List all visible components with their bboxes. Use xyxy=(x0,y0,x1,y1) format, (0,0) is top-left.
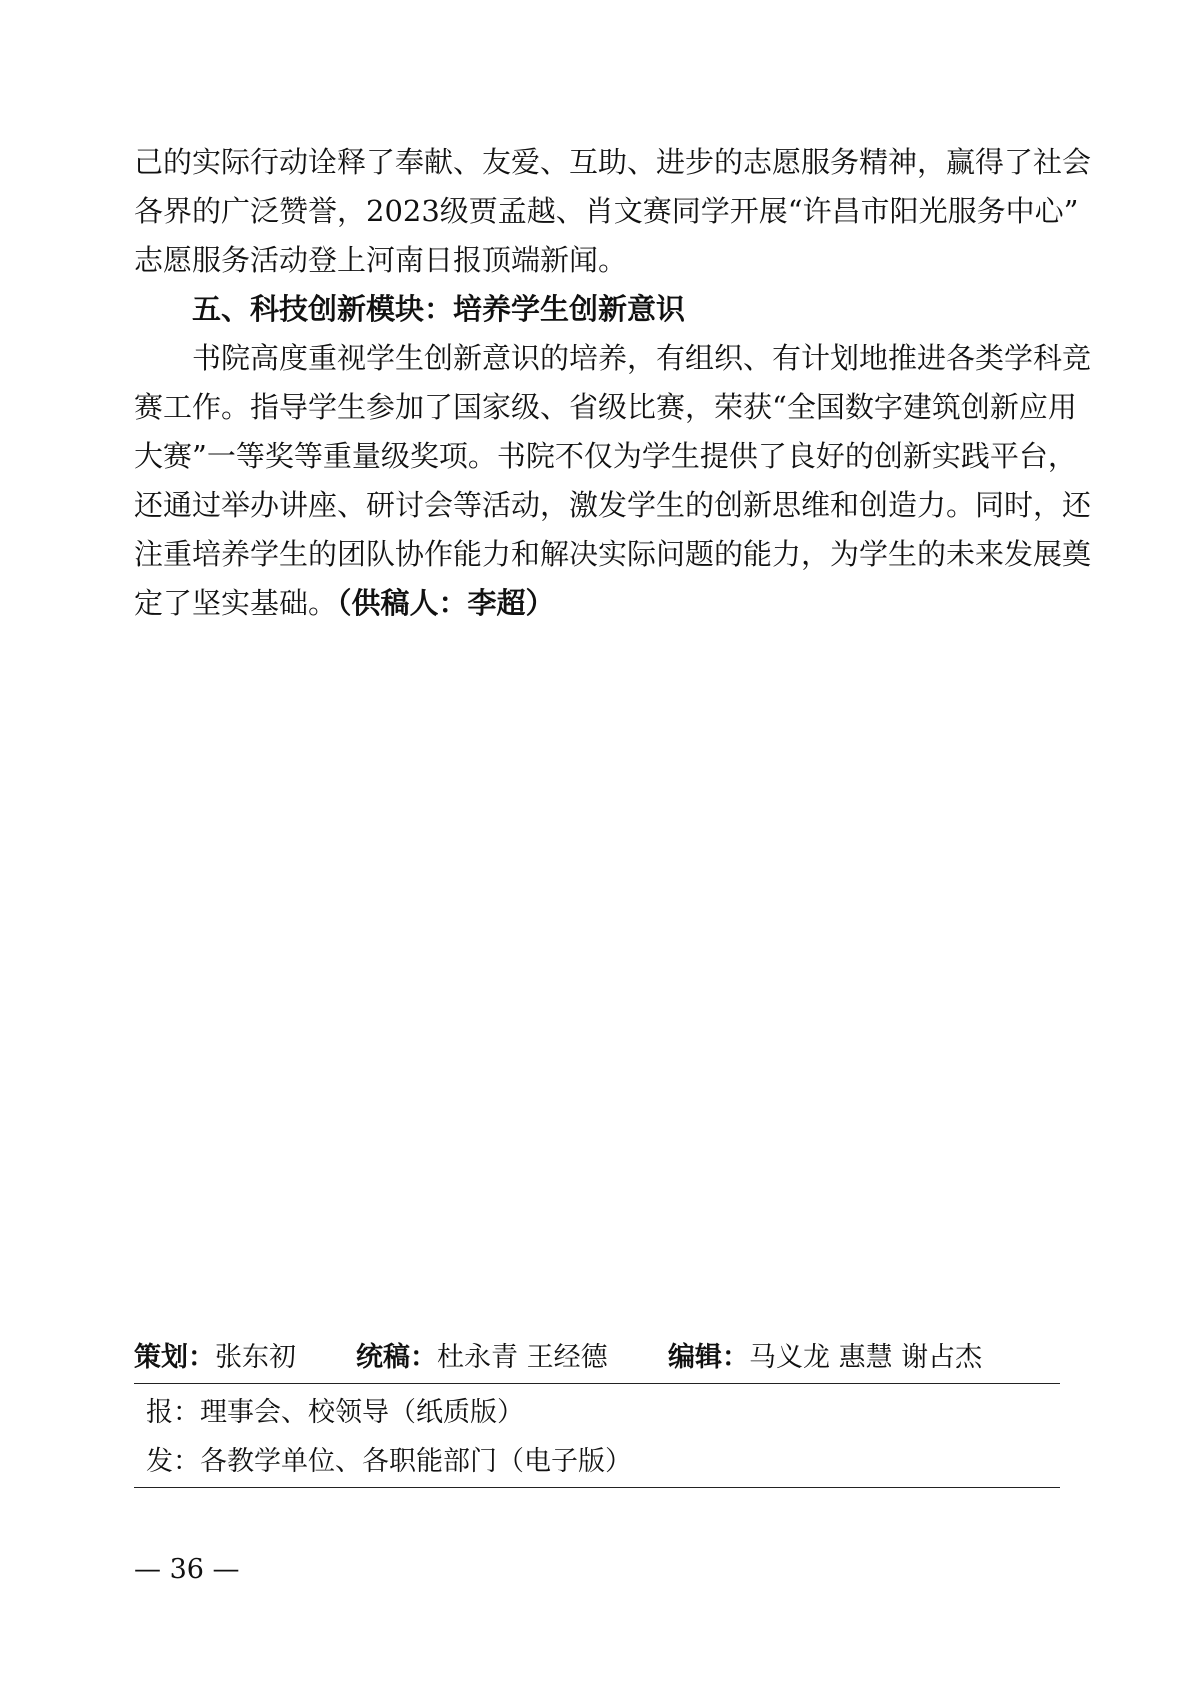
contributor-credit: （供稿人：李超） xyxy=(337,586,555,620)
paragraph-line: 书院高度重视学生创新意识的培养，有组织、有计划地推进各类学科竞 xyxy=(192,341,1092,375)
editorial-credits xyxy=(134,1333,1060,1384)
paragraph-line: 注重培养学生的团队协作能力和解决实际问题的能力，为学生的未来发展奠 xyxy=(134,537,1092,571)
distribution-recipients: 发：各教学单位、各职能部门（电子版） xyxy=(134,1440,1060,1488)
planning-names: 张东初 xyxy=(215,1342,296,1373)
editing-credit xyxy=(668,1333,982,1383)
paragraph-line: 还通过举办讲座、研讨会等活动，激发学生的创新思维和创造力。同时，还 xyxy=(134,488,1092,522)
compiling-label: 统稿： xyxy=(356,1342,437,1373)
page-number: — 36 — xyxy=(134,1554,240,1585)
paragraph-line: 己的实际行动诠释了奉献、友爱、互助、进步的志愿服务精神，赢得了社会 xyxy=(134,145,1092,179)
paragraph-line: 各界的广泛赞誉，2023级贾孟越、肖文赛同学开展“许昌市阳光服务中心” xyxy=(134,194,1079,228)
planning-credit xyxy=(134,1333,296,1383)
paragraph-line: 志愿服务活动登上河南日报顶端新闻。 xyxy=(134,243,628,277)
planning-label: 策划： xyxy=(134,1342,215,1373)
report-recipients: 报：理事会、校领导（纸质版） xyxy=(146,1397,524,1428)
article-body xyxy=(134,138,1092,628)
paragraph-line: 赛工作。指导学生参加了国家级、省级比赛，荣获“全国数字建筑创新应用 xyxy=(134,390,1077,424)
paragraph-line-final xyxy=(134,579,1062,628)
compiling-names: 杜永青 王经德 xyxy=(437,1342,608,1373)
editing-label: 编辑： xyxy=(668,1342,749,1373)
section-heading: 五、科技创新模块：培养学生创新意识 xyxy=(192,292,686,326)
paragraph-text: 定了坚实基础。 xyxy=(134,586,338,620)
editing-names: 马义龙 惠慧 谢占杰 xyxy=(749,1342,983,1373)
compiling-credit xyxy=(356,1333,608,1383)
paragraph-line: 大赛”一等奖等重量级奖项。书院不仅为学生提供了良好的创新实践平台， xyxy=(134,439,1077,473)
